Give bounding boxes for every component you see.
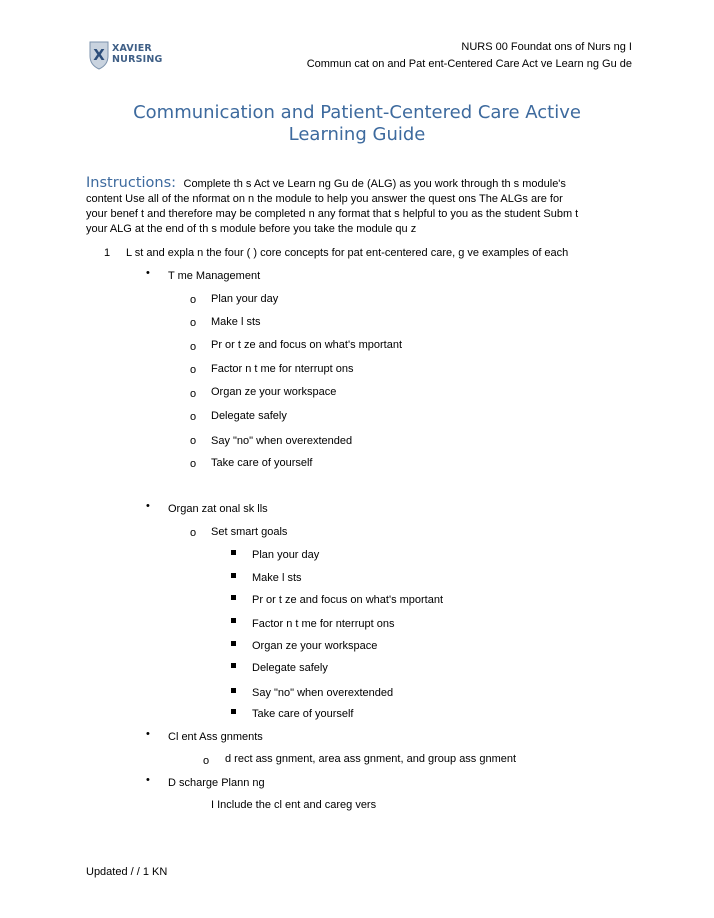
square-bullet: [231, 573, 236, 578]
guide-header: Commun cat on and Pat ent-Centered Care Act ve Learn ng Gu de: [306, 58, 632, 70]
svg-text:X: X: [93, 46, 105, 64]
list-item: Take care of yourself: [211, 457, 313, 469]
sub-bullet: o: [190, 294, 197, 306]
list-item: Organ ze your workspace: [211, 386, 337, 398]
sub-bullet: o: [190, 527, 197, 539]
course-header: NURS 00 Foundat ons of Nurs ng I: [461, 41, 632, 53]
instructions-text-3: your benef t and therefore may be completed n any format that s helpful to you as the student Subm t: [86, 208, 579, 220]
square-bullet: [231, 688, 236, 693]
list-item: Organ ze your workspace: [252, 640, 378, 652]
list-item: Pr or t ze and focus on what's mportant: [252, 594, 444, 606]
list-item: Delegate safely: [211, 410, 287, 422]
concept-label: D scharge Plann ng: [168, 777, 265, 789]
bullet-dot: •: [146, 774, 150, 786]
sub-bullet: o: [190, 435, 197, 447]
bullet-dot: •: [146, 728, 150, 740]
instructions-text-1: Complete th s Act ve Learn ng Gu de (ALG) as you work through th s module's: [183, 178, 566, 190]
square-bullet: [231, 618, 236, 623]
sub-bullet: o: [190, 458, 197, 470]
footer-updated: Updated / / 1 KN: [86, 866, 168, 878]
list-item: I Include the cl ent and careg vers: [211, 799, 377, 811]
square-bullet: [231, 709, 236, 714]
shield-icon: [88, 40, 110, 70]
instructions-first-line: [86, 174, 566, 192]
list-item: Delegate safely: [252, 662, 328, 674]
bullet-dot: •: [146, 267, 150, 279]
sub-bullet: o: [190, 411, 197, 423]
list-item: Make l sts: [211, 316, 261, 328]
list-item: Factor n t me for nterrupt ons: [252, 618, 395, 630]
list-item: Make l sts: [252, 572, 302, 584]
instructions-text-2: content Use all of the nformat on n the module to help you answer the quest ons The ALGs are for: [86, 193, 563, 205]
instructions-text-4: your ALG at the end of th s module before you take the module qu z: [86, 223, 417, 235]
xavier-nursing-logo: [88, 38, 178, 72]
question-number: 1: [104, 247, 111, 259]
list-item: Pr or t ze and focus on what's mportant: [211, 339, 403, 351]
list-item: Take care of yourself: [252, 708, 354, 720]
list-item: Say "no" when overextended: [252, 687, 394, 699]
sub-bullet: o: [190, 341, 197, 353]
page-title-line-1: Communication and Patient-Centered Care Active: [133, 102, 581, 123]
sub-bullet: o: [190, 388, 197, 400]
logo-line-2: NURSING: [112, 54, 163, 65]
square-bullet: [231, 663, 236, 668]
sub-concept-label: Set smart goals: [211, 526, 288, 538]
sub-bullet: o: [203, 755, 210, 767]
list-item: Plan your day: [211, 293, 279, 305]
page-title-line-2: Learning Guide: [288, 124, 426, 145]
sub-bullet: o: [190, 317, 197, 329]
sub-bullet: o: [190, 364, 197, 376]
logo-line-1: XAVIER: [112, 43, 152, 54]
square-bullet: [231, 641, 236, 646]
question-text: L st and expla n the four ( ) core concepts for pat ent-centered care, g ve examples of each: [126, 247, 569, 259]
square-bullet: [231, 550, 236, 555]
bullet-dot: •: [146, 500, 150, 512]
instructions-heading: Instructions:: [86, 175, 177, 191]
concept-label: T me Management: [168, 270, 261, 282]
list-item: Plan your day: [252, 549, 320, 561]
concept-label: Organ zat onal sk lls: [168, 503, 268, 515]
list-item: d rect ass gnment, area ass gnment, and group ass gnment: [225, 753, 517, 765]
concept-label: Cl ent Ass gnments: [168, 731, 263, 743]
square-bullet: [231, 595, 236, 600]
list-item: Factor n t me for nterrupt ons: [211, 363, 354, 375]
list-item: Say "no" when overextended: [211, 435, 353, 447]
